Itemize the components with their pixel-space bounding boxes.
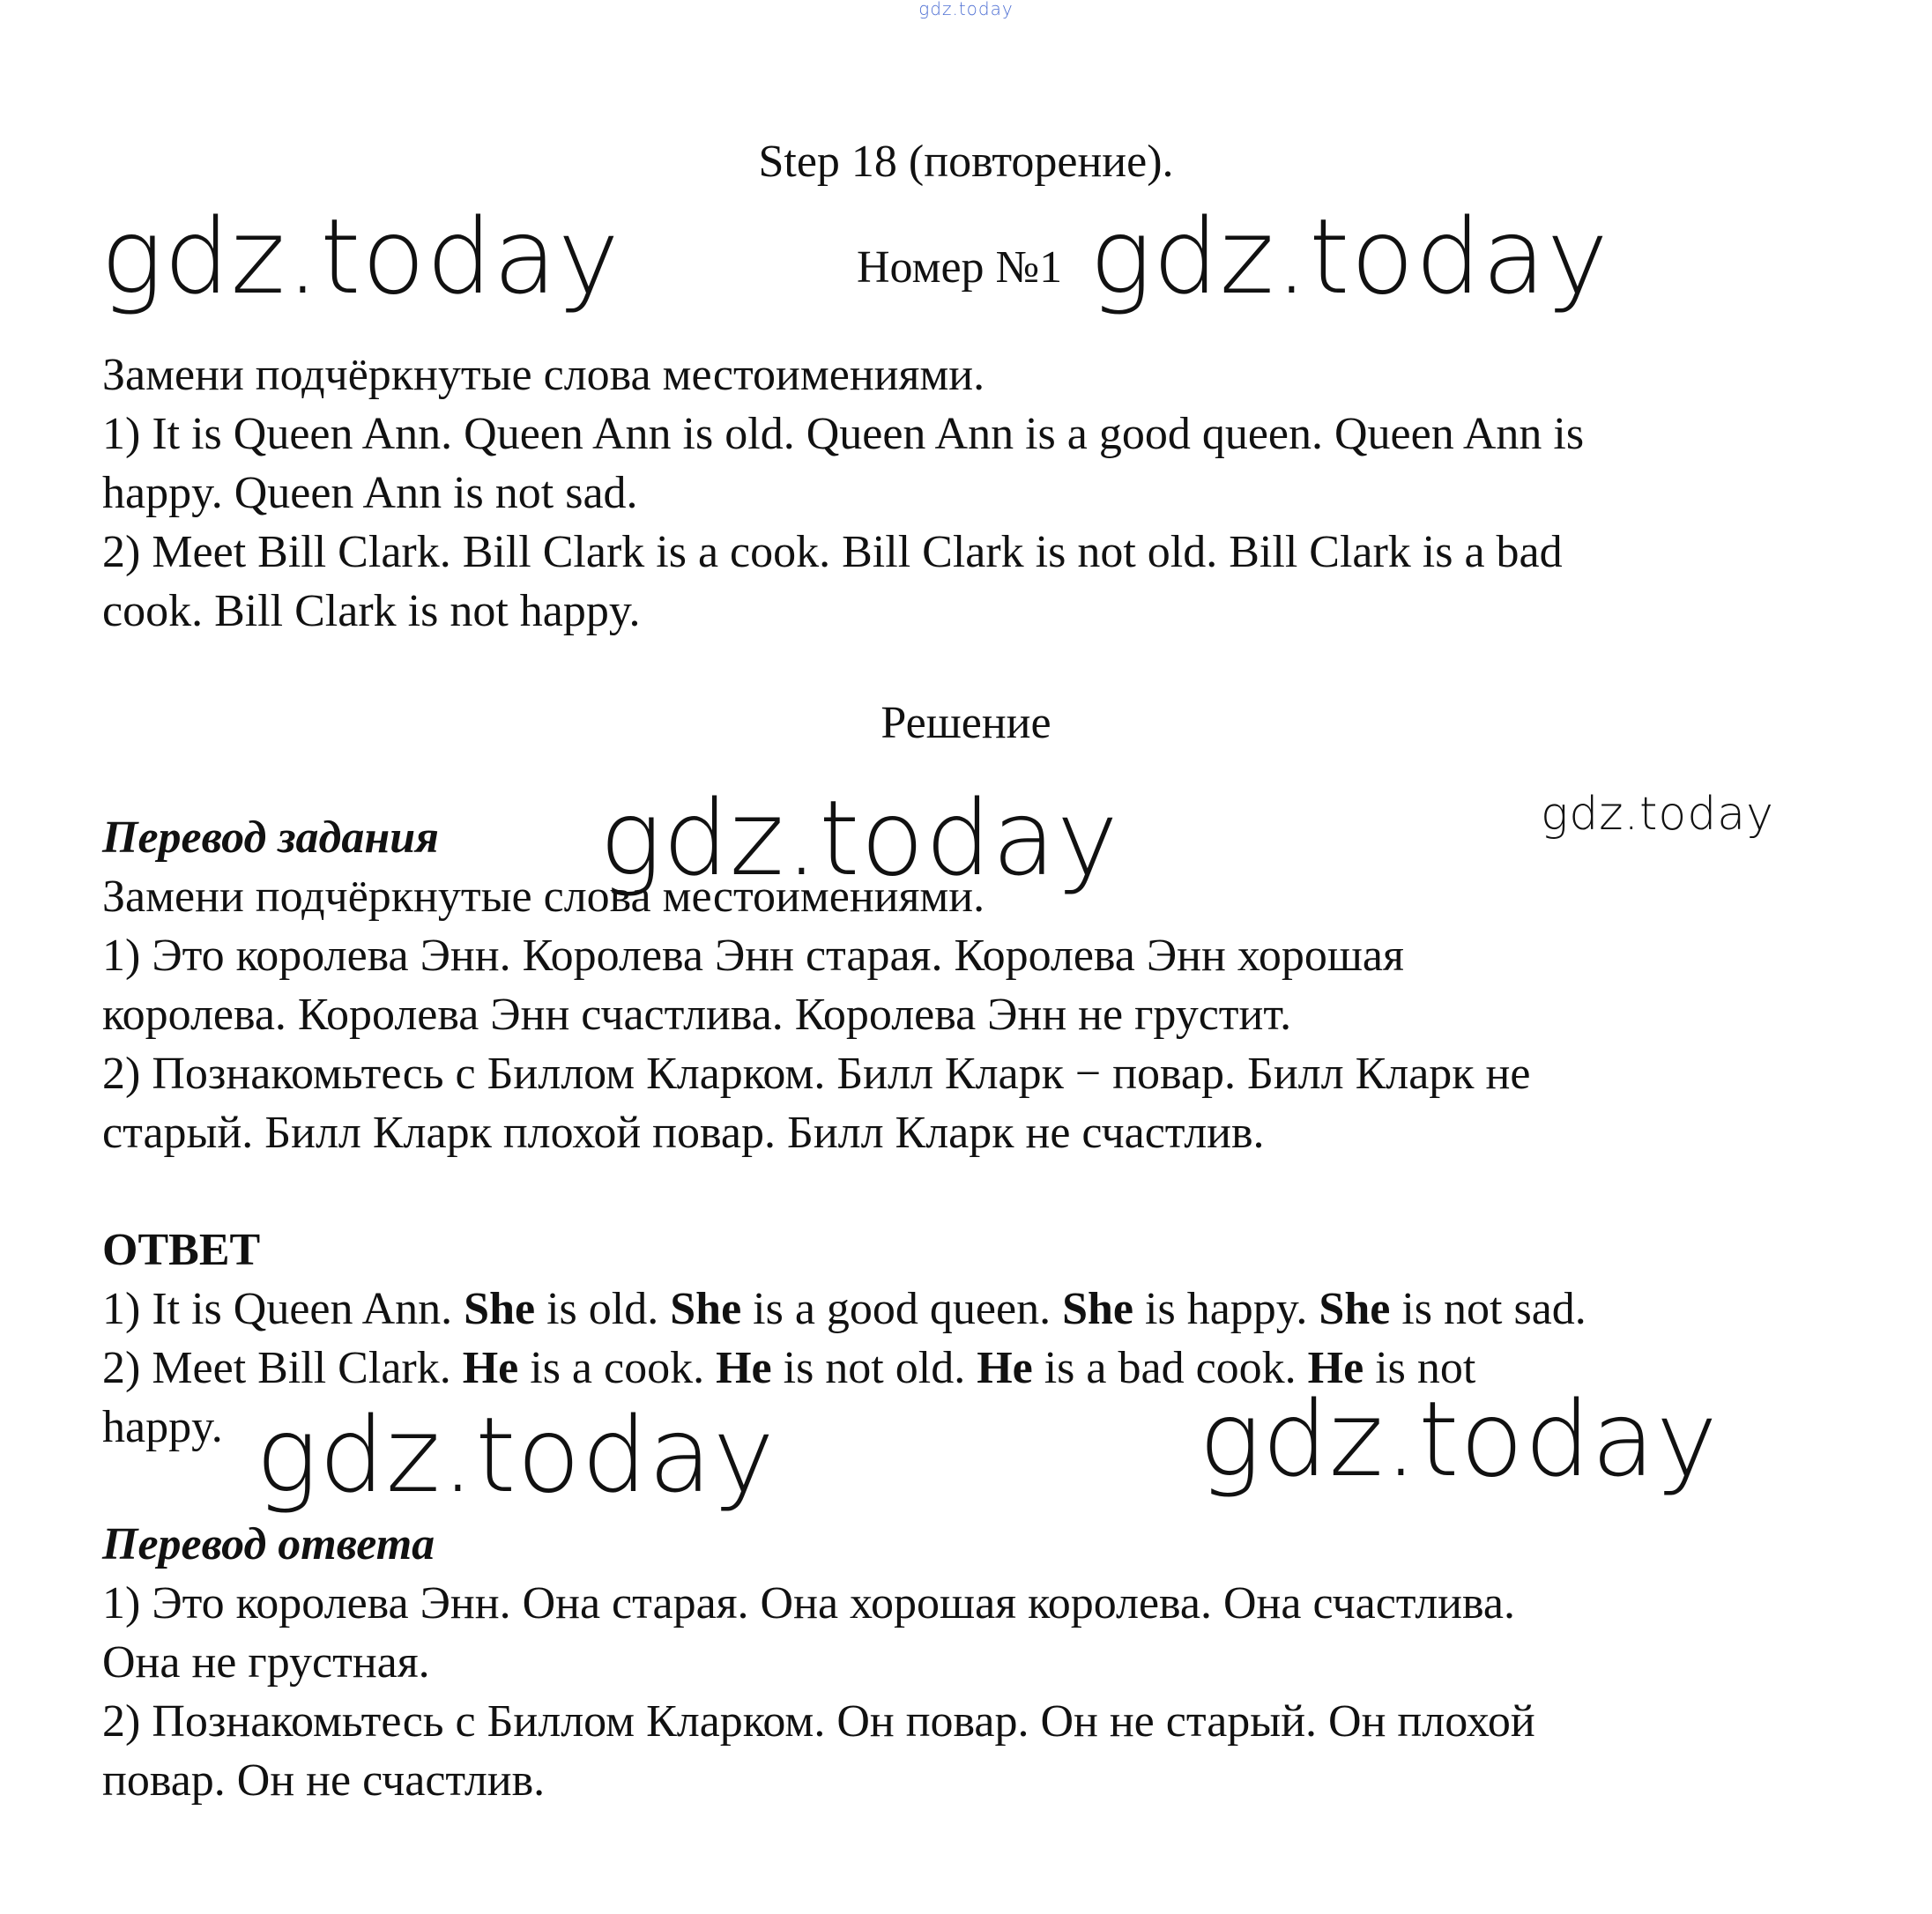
translation-item2-line2: старый. Билл Кларк плохой повар. Билл Кларк не счастлив. [102, 1108, 1265, 1158]
task-item2-line1: 2) Meet Bill Clark. Bill Clark is a cook. Bill Clark is not old. Bill Clark is a bad [102, 527, 1563, 577]
translation-item2-line1: 2) Познакомьтесь с Биллом Кларком. Билл Кларк − повар. Билл Кларк не [102, 1049, 1531, 1099]
translation-item1-line2: королева. Королева Энн счастлива. Королева Энн не грустит. [102, 990, 1292, 1040]
translation-item1-line1: 1) Это королева Энн. Королева Энн старая. Королева Энн хорошая [102, 931, 1404, 981]
answer-pronoun: She [1062, 1284, 1134, 1334]
answer-text: is a cook. [518, 1343, 717, 1393]
watermark: gdz.today [1541, 788, 1774, 841]
watermark: gdz.today [1199, 1378, 1719, 1500]
answer-text: is old. [535, 1284, 671, 1334]
answer-translation-item2-line1: 2) Познакомьтесь с Биллом Кларком. Он повар. Он не старый. Он плохой [102, 1696, 1535, 1747]
answer-pronoun: He [716, 1343, 772, 1393]
task-item2-line2: cook. Bill Clark is not happy. [102, 586, 641, 636]
watermark: gdz.today [100, 196, 620, 317]
answer-pronoun: He [977, 1343, 1033, 1393]
answer-translation-item2-line2: повар. Он не счастлив. [102, 1755, 546, 1806]
watermark: gdz.today [1089, 196, 1609, 317]
answer-text: is a bad cook. [1032, 1343, 1308, 1393]
task-instruction: Замени подчёркнутые слова местоимениями. [102, 350, 985, 400]
answer-pronoun: He [462, 1343, 519, 1393]
answer-text: is not old. [771, 1343, 977, 1393]
answer-heading: ОТВЕТ [102, 1225, 261, 1275]
answer-text: is happy. [1133, 1284, 1319, 1334]
answer-pronoun: She [1319, 1284, 1391, 1334]
answer-line3: happy. [102, 1402, 223, 1452]
watermark-top: gdz.today [918, 0, 1014, 19]
answer-translation-heading: Перевод ответа [102, 1519, 435, 1569]
watermark: gdz.today [256, 1394, 776, 1516]
task-translation-heading: Перевод задания [102, 812, 439, 863]
translation-instruction: Замени подчёркнутые слова местоимениями. [102, 872, 985, 922]
answer-pronoun: She [464, 1284, 536, 1334]
answer-text: 2) Meet Bill Clark. [102, 1343, 463, 1393]
answer-pronoun: She [670, 1284, 742, 1334]
answer-text: is not sad. [1390, 1284, 1586, 1334]
answer-text: 1) It is Queen Ann. [102, 1284, 464, 1334]
solution-heading: Решение [881, 698, 1051, 748]
answer-translation-item1-line1: 1) Это королева Энн. Она старая. Она хорошая королева. Она счастлива. [102, 1578, 1515, 1628]
task-item1-line1: 1) It is Queen Ann. Queen Ann is old. Queen Ann is a good queen. Queen Ann is [102, 409, 1585, 459]
answer-text: is a good queen. [741, 1284, 1063, 1334]
answer-text: is not [1364, 1343, 1476, 1393]
answer-pronoun: He [1307, 1343, 1364, 1393]
task-item1-line2: happy. Queen Ann is not sad. [102, 468, 638, 518]
step-title: Step 18 (повторение). [758, 137, 1174, 187]
number-label: Номер №1 [857, 242, 1063, 293]
watermark: gdz.today [599, 777, 1119, 899]
answer-translation-item1-line2: Она не грустная. [102, 1637, 430, 1688]
answer-line1 [102, 1284, 1586, 1334]
